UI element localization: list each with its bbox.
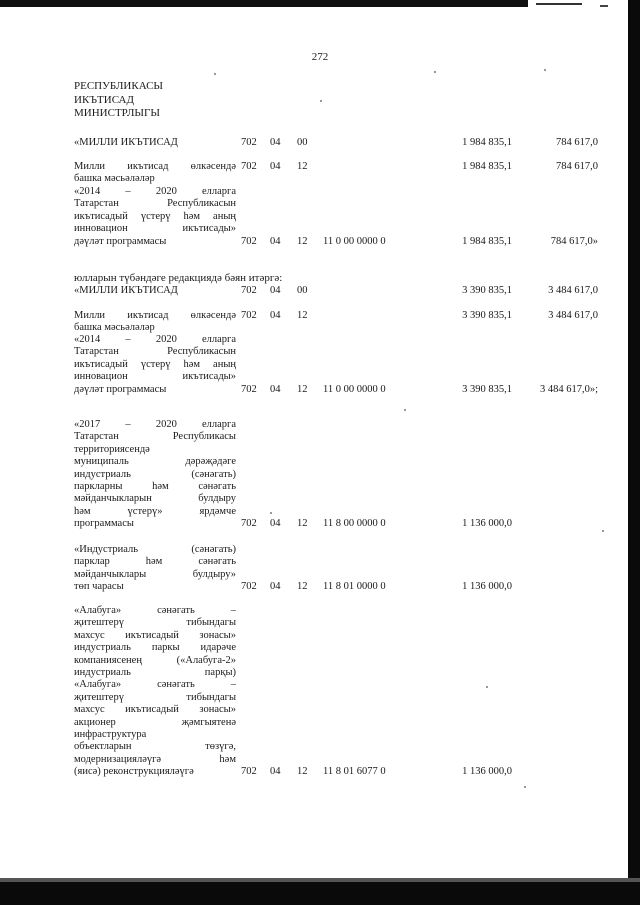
row-description <box>74 137 236 149</box>
description-line: программасы <box>74 518 134 530</box>
description-line: акционер җәмгыятенә <box>74 716 236 728</box>
scan-speck <box>270 512 272 514</box>
description-line: икътисадый үстерү һәм аның <box>74 358 236 370</box>
subsection-code: 12 <box>297 161 308 172</box>
description-line: «2014 – 2020 елларга <box>74 186 236 197</box>
row-description <box>74 605 236 778</box>
description-line: «Алабуга» сәнәгать – <box>74 605 236 616</box>
ministry-line: МИНИСТРЛЫГЫ <box>74 107 160 119</box>
scan-speck <box>214 73 216 75</box>
description-line: инфраструктура <box>74 728 147 740</box>
description-line: башка мәсьәләләр <box>74 173 155 185</box>
description-line: «Алабуга» сәнәгать – <box>74 679 236 691</box>
row-description <box>74 544 236 594</box>
ministry-code: 702 <box>241 161 257 172</box>
subsection-code: 12 <box>297 235 308 247</box>
ministry-code: 702 <box>241 766 257 778</box>
description-line: парклар һәм сәнәгать <box>74 556 236 568</box>
description-line: Татарстан Республикасын <box>74 346 236 358</box>
ministry-code: 702 <box>241 383 257 395</box>
description-line: һәм үстерү» ярдәмче <box>74 505 236 517</box>
ministry-code: 702 <box>241 137 257 148</box>
scan-edge-top-fragment <box>536 3 582 5</box>
amount-year-2: 3 484 617,0 <box>548 285 598 296</box>
subsection-code: 12 <box>297 383 308 395</box>
row-description <box>74 186 236 248</box>
amount-year-2: 3 484 617,0 <box>548 310 598 321</box>
row-description <box>74 310 236 335</box>
scan-speck <box>602 530 604 532</box>
scan-speck <box>524 786 526 788</box>
target-article-code: 11 8 01 0000 0 <box>323 581 386 593</box>
subsection-code: 12 <box>297 310 308 321</box>
description-line: муниципаль дәрәҗәдәге <box>74 456 236 468</box>
amount-year-1: 1 136 000,0 <box>462 766 512 778</box>
scan-speck <box>404 409 406 411</box>
section-code: 04 <box>270 383 281 395</box>
description-line: компаниясенең («Алабуга-2» <box>74 654 236 666</box>
amount-year-2: 3 484 617,0»; <box>539 383 598 395</box>
ministry-heading <box>74 80 163 121</box>
scan-edge-top-dot <box>600 5 608 7</box>
row-description <box>74 285 236 297</box>
subsection-code: 12 <box>297 766 308 778</box>
section-code: 04 <box>270 581 281 593</box>
description-line: башка мәсьәләләр <box>74 322 155 334</box>
description-line: индустриаль паркы идарәче <box>74 642 236 654</box>
ministry-code: 702 <box>241 310 257 321</box>
section-code: 04 <box>270 766 281 778</box>
section-code: 04 <box>270 137 281 148</box>
amount-year-1: 3 390 835,1 <box>462 310 512 321</box>
ministry-line: ИКЪТИСАД <box>74 93 134 106</box>
subsection-code: 12 <box>297 518 308 530</box>
description-line: территориясендә <box>74 443 150 455</box>
scan-edge-right <box>628 0 640 905</box>
scan-speck <box>434 71 436 73</box>
scan-speck <box>486 686 488 688</box>
description-line: Татарстан Республикасы <box>74 431 236 443</box>
description-line: Милли икътисад өлкәсендә <box>74 161 236 172</box>
description-line: Милли икътисад өлкәсендә <box>74 310 236 321</box>
subsection-code: 12 <box>297 581 308 593</box>
description-line: индустриаль парқы) <box>74 666 236 678</box>
description-line: «2014 – 2020 елларга <box>74 334 236 345</box>
description-line: дәүләт программасы <box>74 383 167 395</box>
description-line: индустриаль (сәнәгать) <box>74 468 236 480</box>
amount-year-1: 1 984 835,1 <box>462 161 512 172</box>
target-article-code: 11 0 00 0000 0 <box>323 383 386 395</box>
amount-year-1: 3 390 835,1 <box>462 383 512 395</box>
target-article-code: 11 0 00 0000 0 <box>323 235 386 247</box>
description-line: модернизацияләүгә һәм <box>74 753 236 765</box>
description-line: махсус икътисадый зонасы» <box>74 629 236 641</box>
section-code: 04 <box>270 285 281 296</box>
scan-speck <box>544 69 546 71</box>
description-line: Татарстан Республикасын <box>74 198 236 210</box>
page-number: 272 <box>311 51 329 63</box>
row-description <box>74 161 236 186</box>
description-line: махсус икътисадый зонасы» <box>74 704 236 716</box>
subsection-code: 00 <box>297 285 308 296</box>
amount-year-1: 3 390 835,1 <box>462 285 512 296</box>
description-line: дәүләт программасы <box>74 235 167 247</box>
description-line: җитештерү тибындагы <box>74 617 236 629</box>
scan-speck <box>320 100 322 102</box>
description-line: мәйданчыклары булдыру» <box>74 568 236 580</box>
target-article-code: 11 8 01 6077 0 <box>323 766 386 778</box>
description-line: объектларын төзүгә, <box>74 741 236 753</box>
description-line: икътисадый үстерү һәм аның <box>74 210 236 222</box>
row-description <box>74 334 236 396</box>
amount-year-1: 1 984 835,1 <box>462 235 512 247</box>
description-line: (яисә) реконструкцияләүгә <box>74 766 194 778</box>
description-line: инновацион икътисады» <box>74 223 236 235</box>
description-line: мәйданчыкларын булдыру <box>74 493 236 505</box>
amendment-intro: юлларын түбәндәге редакциядә бәян итәргә: <box>74 272 283 284</box>
amount-year-2: 784 617,0 <box>556 161 598 172</box>
amount-year-1: 1 984 835,1 <box>462 137 512 148</box>
section-code: 04 <box>270 310 281 321</box>
scan-edge-bottom <box>0 882 640 905</box>
target-article-code: 11 8 00 0000 0 <box>323 518 386 530</box>
amount-year-1: 1 136 000,0 <box>462 518 512 530</box>
row-description <box>74 419 236 531</box>
description-line: төп чарасы <box>74 581 124 593</box>
amount-year-2: 784 617,0 <box>556 137 598 148</box>
description-line: «МИЛЛИ ИКЪТИСАД <box>74 137 178 148</box>
ministry-code: 702 <box>241 235 257 247</box>
ministry-code: 702 <box>241 518 257 530</box>
section-code: 04 <box>270 518 281 530</box>
description-line: паркларны һәм сәнәгать <box>74 480 236 492</box>
subsection-code: 00 <box>297 137 308 148</box>
description-line: «МИЛЛИ ИКЪТИСАД <box>74 285 178 296</box>
section-code: 04 <box>270 235 281 247</box>
description-line: җитештерү тибындагы <box>74 691 236 703</box>
description-line: «Индустриаль (сәнәгать) <box>74 544 236 555</box>
ministry-line: РЕСПУБЛИКАСЫ <box>74 80 164 92</box>
ministry-code: 702 <box>241 285 257 296</box>
amount-year-2: 784 617,0» <box>550 235 598 247</box>
ministry-code: 702 <box>241 581 257 593</box>
amount-year-1: 1 136 000,0 <box>462 581 512 593</box>
section-code: 04 <box>270 161 281 172</box>
description-line: «2017 – 2020 елларга <box>74 419 236 430</box>
description-line: инновацион икътисады» <box>74 371 236 383</box>
scan-edge-top <box>0 0 528 7</box>
